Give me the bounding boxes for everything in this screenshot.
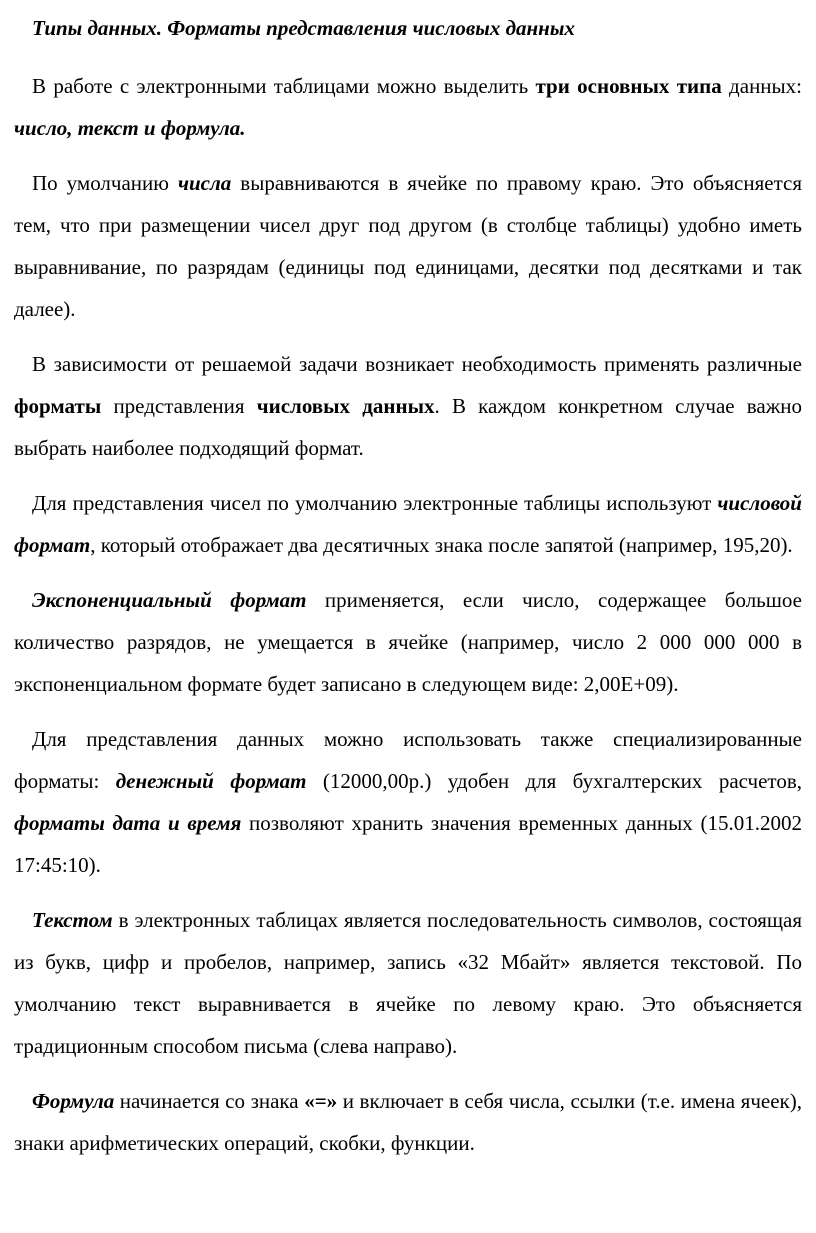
text-run: выравниваются в ячейке по правому краю. Это объясняется тем, что при размещении чисел друг под другом (в столбце таблицы) удобно иметь выравнивание, по разрядам (единицы под единицами, десятки под десятками и так далее).	[14, 171, 802, 321]
bold-run: форматы	[14, 394, 102, 418]
paragraph-text-type	[14, 899, 802, 1067]
text-run: в электронных таблицах является последовательность символов, состоящая из букв, цифр и пробелов, например, запись «32 Мбайт» является текстовой. По умолчанию текст выравнивается в ячейке по левому краю. Это объясняется традиционным способом письма (слева направо).	[14, 908, 802, 1058]
paragraph-numeric-format	[14, 482, 802, 566]
paragraph-formats-intro	[14, 343, 802, 469]
paragraph-exponential-format	[14, 579, 802, 705]
bold-run: «=»	[304, 1089, 338, 1113]
text-run: . В каждом конкретном случае важно выбрать наиболее подходящий формат.	[14, 394, 802, 460]
text-run: позволяют хранить значения временных данных (15.01.2002 17:45:10).	[14, 811, 803, 877]
text-run: Для представления данных можно использовать также специализированные форматы:	[14, 727, 802, 793]
bold-italic-run: Формула	[32, 1089, 115, 1113]
text-run: , который отображает два десятичных знака после запятой (например, 195,20).	[90, 533, 793, 557]
bold-italic-run: Экспоненциальный формат	[32, 588, 307, 612]
bold-italic-run: число, текст и формула.	[14, 116, 246, 140]
text-run: Для представления чисел по умолчанию электронные таблицы используют	[32, 491, 718, 515]
bold-italic-run: денежный формат	[115, 769, 307, 793]
text-run: В работе с электронными таблицами можно выделить	[32, 74, 536, 98]
paragraph-formula-type	[14, 1080, 802, 1164]
paragraph-data-types	[14, 65, 802, 149]
paragraph-numbers-alignment	[14, 162, 802, 330]
bold-italic-run: числовой формат	[14, 491, 802, 557]
bold-run: три основных типа	[535, 74, 722, 98]
text-run: данных:	[721, 74, 802, 98]
text-run: представления	[101, 394, 257, 418]
text-run: начинается со знака	[114, 1089, 305, 1113]
paragraph-special-formats	[14, 718, 802, 886]
bold-italic-run: числа	[177, 171, 232, 195]
document-title: Типы данных. Форматы представления числовых данных	[32, 16, 575, 40]
text-run: По умолчанию	[32, 171, 178, 195]
bold-italic-run: форматы дата и время	[14, 811, 242, 835]
text-run: и включает в себя числа, ссылки (т.е. имена ячеек), знаки арифметических операций, скобки, функции.	[14, 1089, 802, 1155]
bold-italic-run: Текстом	[32, 908, 113, 932]
bold-run: числовых данных	[256, 394, 435, 418]
text-run: (12000,00р.) удобен для бухгалтерских расчетов,	[306, 769, 802, 793]
text-run: применяется, если число, содержащее большое количество разрядов, не умещается в ячейке (например, число 2 000 000 000 в экспоненциальном формате будет записано в следующем виде: 2,00E+09).	[14, 588, 802, 696]
text-run: В зависимости от решаемой задачи возникает необходимость применять различные	[32, 352, 802, 376]
